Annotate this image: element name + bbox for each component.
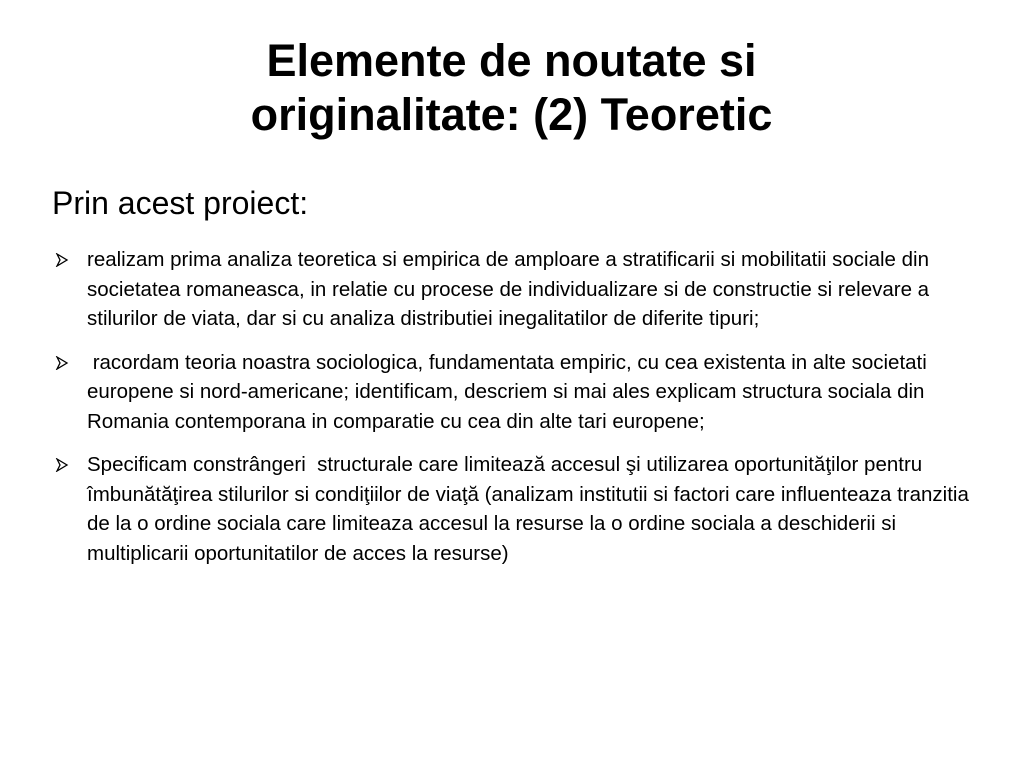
slide-subtitle: Prin acest proiect:	[52, 185, 309, 221]
bullet-item	[52, 245, 982, 334]
slide-title-line-2: originalitate: (2) Teoretic	[250, 89, 773, 140]
arrow-bullet-icon	[55, 253, 69, 267]
bullet-item	[52, 450, 982, 568]
bullet-text: racordam teoria noastra sociologica, fundamentata empiric, cu cea existenta in alte societati europene si nord-americane; identificam, descriem si mai ales explicam structura sociala din Romania contemporana in comparatie cu cea din alte tari europene;	[87, 350, 933, 433]
slide-title	[60, 34, 963, 142]
bullet-item	[52, 348, 982, 437]
bullet-text: Specificam constrângeri structurale care limitează accesul şi utilizarea oportunităţilor pentru îmbunătăţirea stilurilor si condiţiilor de viaţă (analizam institutii si factori care influenteaza tranzitia de la o ordine sociala care limiteaza accesul la resurse la o ordine sociala a deschiderii si multiplicarii oportunitatilor de acces la resurse)	[87, 453, 975, 565]
arrow-bullet-icon	[55, 458, 69, 472]
arrow-bullet-icon	[55, 356, 69, 370]
bullet-text: realizam prima analiza teoretica si empirica de amploare a stratificarii si mobilitatii sociale din societatea romaneasca, in relatie cu procese de individualizare si de constructie si relevare a stilurilor de viata, dar si cu analiza distributiei inegalitatilor de diferite tipuri;	[87, 248, 930, 330]
bullet-list	[52, 245, 982, 568]
slide-title-line-1: Elemente de noutate si	[266, 35, 757, 86]
